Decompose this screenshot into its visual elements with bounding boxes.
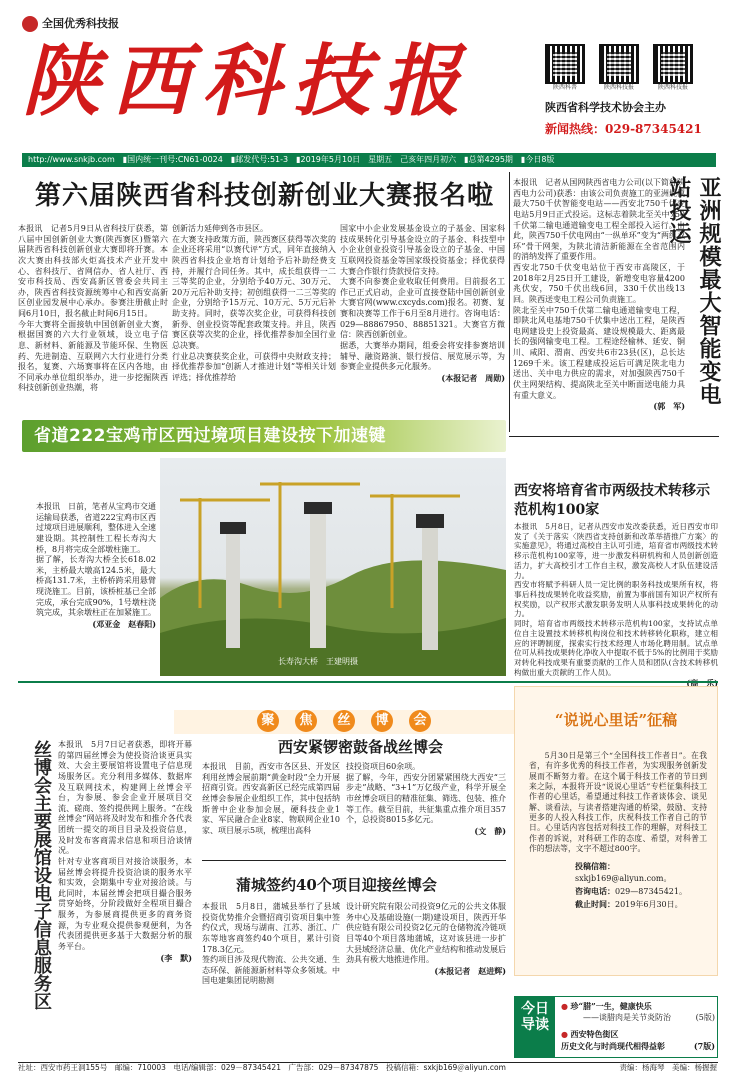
qr-code [545,44,585,84]
lead-byline: (本报记者 周勋) [441,372,505,383]
guide-item[interactable]: ● 珍“腊”一生，健康快乐 ——谈腊肉是关节炎防治 (5版) [561,1001,715,1022]
column-divider [509,172,510,432]
guide-item[interactable]: ● 西安特色街区 历史文化与时尚现代相得益彰 (7版) [561,1029,715,1051]
pucheng-text-b: 设计研究院有限公司投资9亿元的公共文体服务中心及基础设施(一期)建设项目，陕西开华供应链有限公司投资2亿元的仓储物流冷链项目等40个项目落地蒲城，这对该县进一步扩大县域经济总量、优化产业结构和推动发展后劲具有极大地推进作用。 [346,902,506,965]
silk-side-title: 丝博会主要展馆设电子信息服务区 [31,740,52,1010]
qr-code [599,44,639,84]
badge-icon [22,16,38,32]
bridge-text-col [36,502,156,672]
bridge-text: 本报讯 日前，笔者从宝鸡市交通运输局获悉，省道222宝鸡市区西过境项目进展顺利，整体进入全速建设期。其控制性工程长寿沟大桥，8月将完成全部墩柱施工。 据了解，长寿沟大桥全长618.02米，主桥最大墩高124.5米，最大桥高131.7米，主桥桥跨采用悬臂现浇施工。目前，该桥桩基已全部完成，承台完成90%，1号墩柱浇筑完成，其余墩柱正在加紧施工。 [36,502,156,618]
bullet-icon: ● [561,1030,568,1039]
guide-box [514,996,718,1058]
silk-side-text: 本报讯 5月7日记者获悉，即将开幕的第四届丝博会为使投资洽谈更具实效、大会主要展馆将设置电子信息现场服务区。充分利用多媒体、数据库及互联网技术，构建网上丝博会平台，为参展、参会企业开展项目交流、磋商、签约提供网上服务。“在线丝博会”网站将及时发布和推介各代表团统一提交的项目目录及投资信息，及时发布客商需求信息和项目洽谈情况。 针对专业客商项目对接洽谈服务，本届丝博会将提升投资洽谈的服务水平和实效，会期集中专业对接洽谈。与此同时，本届丝博会把项目撮合服务贯穿始终，分阶段做好全程项目撮合服务，为参展商提供更多的商务资源，为专业观众提供参观便利，为各代表团提供更多基于大数据分析的服务平台。 [58,740,192,951]
masthead-title: 陕西科技报 [22,36,473,127]
heart-headline: “说说心里话”征稿 [554,711,678,729]
heart-text: 5月30日是第三个“全国科技工作者日”。在我省，有许多优秀的科技工作者，为实现服务创新发展而不断努力着。在这个属于科技工作者的节日到来之际，本报将开设“说说心里话”专栏征集科技工作者的心里话，希望通过科技工作者谈体会、谈见解、谈看法，与读者搭建沟通的桥梁，鼓励、支持更多的人投入科技工作，庆祝科技工作者自己的节日。心里话内容包括对科技工作的理解，对科技工作者的诉说，对科研工作的态度、希望，对科普工作的想法等，文字不超过800字。 [529,750,707,854]
lead-text-1: 本报讯 记者5月9日从省科技厅获悉，第八届中国创新创业大赛(陕西赛区)暨第六届陕西省科技创新创业大赛即将开赛。本次大赛由科技部火炬高技术产业开发中心、省科技厅、省网信办、省人社厅、西安市科技局、西安高新区管委会共同主办，陕西省科技资源统筹中心和西安高新区创业园发展中心承办。参赛注册截止时间6月10日，报名截止时间6月15日。 今年大赛将全面接轨中国创新创业大赛，根据国赛的六大行业领域，设立电子信息、新材料、新能源及节能环保、生物医药、先进制造、互联网六大行业进行分类报名，复赛、六场赛事将在区内各地，由不同承办单位组织举办，进一步挖掘陕西科技创新创业热潮，将 [18,224,168,393]
lead-headline: 第六届陕西省科技创新创业大赛报名啦 [35,181,495,211]
xian-headline: 西安紧锣密鼓备战丝博会 [278,738,444,756]
asia-text: 本报讯 记者从国网陕西省电力公司(以下简称陕西电力公司)获悉：由该公司负责施工的亚洲规模最大750千伏智能变电站——西安北750千伏变电站5月9日正式投运。这标志着陕北至关中750千伏第二输电通道输变电工程全部投入运行。由此，陕西750千伏电网由“一纵单环”变为“两纵双环”骨干网架，为陕北清洁新能源在全省范围内的消纳发挥了重要作用。 西安北750千伏变电站位于西安市高陵区，于2018年2月25日开工建设，新增变电容量4200兆伏安，750千伏出线6回，330千伏出线13回。陕西送变电工程公司负责施工。 陕北至关中750千伏第二输电通道输变电工程，即陕北风电基地750千伏集中送出工程，是陕西电网建设史上投资最高、建设规模最大、距离最长的强网输变电工程。工程途经榆林、延安、铜川、咸阳、渭南、西安共6市23县(区)，总长达1269千米。该工程建成投运后可满足陕北电力送出、关中电力供应的需求，对加强陕西750千伏主网架结构、提高陕北至关中断面送电能力具有重大意义。 [513,178,685,400]
heart-contact: 投稿信箱：sxkjb169@aliyun.com。 咨询电话：029—87345421。 截止时间：2019年6月30日。 [575,861,687,910]
bridge-banner [22,420,506,452]
incubator-headline: 西安将培育省市两级技术转移示范机构100家 [514,483,710,518]
xian-col-b [346,762,506,852]
qr-group: 陕西科普 陕西科技报 陕西科技报 [545,44,693,92]
asia-text-col [513,178,685,432]
pucheng-headline: 蒲城签约40个项目迎接丝博会 [236,876,437,894]
badge: 全国优秀科技报 [22,16,119,32]
bridge-headline: 省道222宝鸡市区西过境项目建设按下加速键 [34,426,386,446]
bridge-byline: (邓亚金 赵春阳) [92,618,156,629]
xian-text-a: 本报讯 目前，西安市各区县、开发区利用丝博会展前期“黄金时段”全力开展招商引资。西安高新区已经完成第四届丝博会参展企业组织工作，其中包括纳斯普中企业参加会展，硬科技企业1家、军民融合企业8家、物联网企业10家、项目展示5项，梳理出高科 [202,762,340,835]
asia-byline: (郭 军) [653,401,685,412]
xian-byline: (文 静) [474,825,506,836]
pucheng-byline: (本报记者 赵进辉) [434,965,506,976]
silk-banner: 聚 焦 丝 博 会 [174,710,514,734]
info-bar: http://www.snkjb.com ▮国内统一刊号:CN61-0024 ▮邮发代号:51-3 ▮2019年5月10日 星期五 己亥年四月初六 ▮总第4295期 ▮今日8版 [22,153,716,167]
publisher: 陕西省科学技术协会主办 [545,101,666,114]
qr-code [653,44,693,84]
bridge-photo-caption: 长寿沟大桥 王建明摄 [278,657,358,667]
heart-email[interactable]: sxkjb169@aliyun.com。 [575,874,672,884]
footer-right: 责编：杨海琴 美编：杨握握 [619,1063,717,1072]
lead-text-2: 创新活力延伸到各市县区。 在大赛支持政策方面，陕西赛区获得等次奖的企业还将采用“以赛代评”方式，同年直接纳入陕西省科技企业培育计划给予后补助经费支持，并履行合同任务。其中，成长组获得一二三等奖的企业，分别给予40万元、30万元、20万元后补助支持；初创组获得一二三等奖的企业，分别给予15万元、10万元、5万元后补助支持。同时，获等次奖企业，可获得科技创新券、创业投资等配套政策支持。并且，陕西赛区获等次奖的企业，择优推荐参加全国行业总决赛。 行业总决赛获奖企业，可获得中央财政支持；择优推荐参加“创新人才推进计划”等相关计划评选；择优推荐给 [172,224,336,382]
lead-col-3 [340,224,505,412]
guide-label: 今日导读 [515,997,555,1057]
bullet-icon: ● [561,1002,568,1011]
silk-side-byline: (李 默) [160,952,192,963]
section-divider [202,860,506,861]
pucheng-col-b [346,902,506,1020]
lead-col-2 [172,224,336,412]
footer-left: 社址：西安市药王洞155号 邮编：710003 电话/编辑部：029－87345421 广告部：029－87347875 投稿信箱：sxkjb169＠aliyun.com [18,1063,506,1072]
masthead [0,0,735,150]
heart-box [514,686,718,976]
xian-col-a [202,762,340,852]
incubator-text: 本报讯 5月8日，记者从西安市发改委获悉，近日西安市印发了《关于落实〈陕西省支持创新和改革举措推广方案〉的实施意见》，将通过高校自主认可引进，培育省市两级技术转移示范机构100家等，进一步激发科研机构和人员创新创造活力，扩大高校引才工作自主权，激发高校人才队伍建设活力。 西安市将赋予科研人员一定比例的职务科技成果所有权，将事后科技成果转化收益奖励，前置为事前国有知识产权所有权奖励，以产权形式激发职务发明人从事科技成果转化的动力。 同时，培育省市两级技术转移示范机构100家，支持试点单位自主设置技术转移机构岗位和技术转移转化职称，建立相应的评聘制度，探索实行技术经理人市场化聘用制。试点单位可从科技成果转化净收入中提取不低于5%的比例用于奖励对转化科技成果有重要贡献的工作人员和团队(含技术转移机构做出重大贡献的工作人员)。 [514,522,718,677]
incubator-text-col [514,522,718,676]
xian-text-b: 技投资项目60余项。 据了解，今年，西安分团紧紧围绕大西安“三步走”战略、“3+1”万亿级产业，科学开展全市丝博会项目的精准征集、筛选、包装、推介等工作。截至目前，共征集重点推介项目357个，总投资8015多亿元。 [346,762,506,825]
bridge-construction-scene [160,458,506,676]
pucheng-text-a: 本报讯 5月8日，蒲城县举行了县域投资优势推介会暨招商引资项目集中签约仪式，现场与湖南、江苏、浙江、广东等地客商签约40个项目，累计引资178.3亿元。 签约项目涉及现代物流、公共交通、生态环保、新能源新材料等众多领域。中国电建集团昆明勘测 [202,902,340,986]
lead-text-3: 国家中小企业发展基金设立的子基金、国家科技成果转化引导基金设立的子基金、科技型中小企业创业投资引导基金设立的子基金、中国互联网投资基金等国家级投资基金；择优获得大赛合作银行贷款授信支持。 大赛不向参赛企业收取任何费用。目前报名工作已正式启动，企业可直接登陆中国创新创业大赛官网(www.cxcyds.com)报名。初赛、复赛和决赛等工作于6月至8月进行。咨询电话：029—88867950、88851321。大赛官方微信：陕西创新创业。 据悉，大赛举办期间，组委会将安排参赛培训辅导、融资路演、银行授信、展览展示等，为参赛企业提供多元化服务。 [340,224,505,372]
section-divider [18,681,718,683]
silk-side-col [58,740,192,1020]
lead-col-1 [18,224,168,412]
section-divider [509,436,719,437]
asia-headline: 亚洲规模最大智能变电站投运 [666,176,722,406]
bridge-photo [160,458,506,676]
pucheng-col-a [202,902,340,1020]
hotline: 新闻热线：029-87345421 [545,122,702,136]
